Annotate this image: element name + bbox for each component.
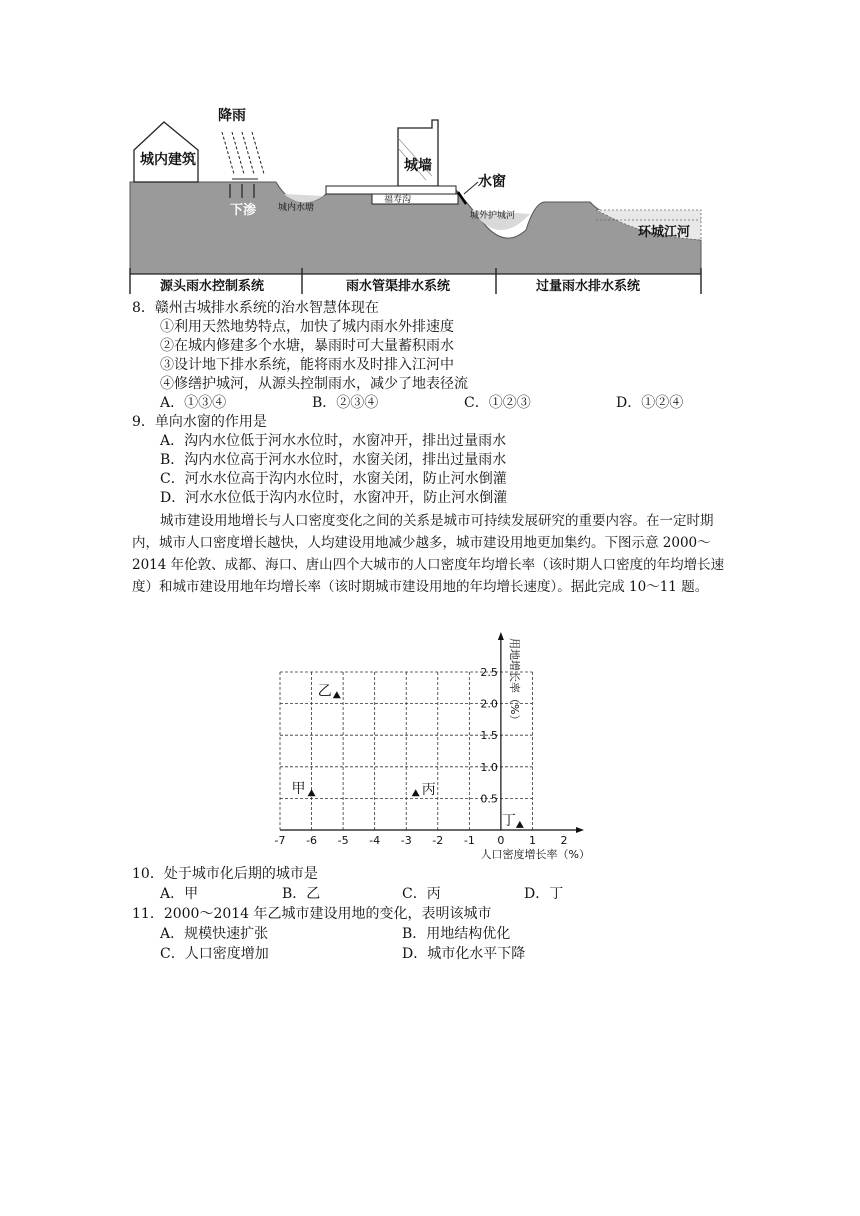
building-label: 城内建筑: [140, 152, 196, 168]
x-tick-label: -7: [274, 834, 286, 847]
x-tick-label: 1: [528, 834, 536, 847]
ditch-label: 福寿沟: [384, 195, 412, 205]
q8-item-2: ②在城内修建多个水塘，暴雨时可大量蓄积雨水: [160, 338, 454, 354]
y-tick-label: 2.5: [480, 666, 498, 679]
q11-stem: 11．2000～2014 年乙城市建设用地的变化，表明该城市: [132, 906, 492, 922]
river-label: 环城江河: [638, 225, 691, 240]
x-axis-label: 人口密度增长率（%）: [480, 848, 590, 861]
y-axis-label: 用地增长率（%）: [507, 638, 521, 726]
ditch-culvert: [326, 186, 456, 194]
x-tick-label: -5: [337, 834, 349, 847]
y-axis-arrow-icon: [498, 632, 504, 640]
data-point-marker: [333, 691, 341, 698]
x-tick-label: -2: [432, 834, 444, 847]
q8-option-d[interactable]: D．①②④: [616, 395, 684, 411]
drainage-diagram: [126, 98, 706, 298]
q10-option-a[interactable]: A．甲: [160, 886, 199, 902]
scatter-chart: [262, 630, 602, 866]
data-point-label: 乙: [317, 683, 332, 700]
x-tick-label: -1: [463, 834, 475, 847]
city-wall: [398, 120, 438, 186]
q9-stem: 9．单向水窗的作用是: [132, 414, 267, 430]
system-label-2: 雨水管渠排水系统: [346, 279, 451, 294]
q8-option-a[interactable]: A．①③④: [160, 395, 227, 411]
y-tick-label: 2.0: [480, 697, 498, 711]
x-tick-label: 2: [560, 834, 568, 847]
q8-item-3: ③设计地下排水系统，能将雨水及时排入江河中: [160, 357, 454, 373]
q9-option-b[interactable]: B．沟内水位高于河水水位时，水窗关闭，排出过量雨水: [160, 452, 507, 468]
y-tick-label: 1.5: [480, 729, 498, 743]
q11-option-c[interactable]: C．人口密度增加: [160, 946, 269, 962]
data-point-marker: [412, 789, 420, 796]
wall-label: 城墙: [404, 158, 432, 174]
moat-label: 城外护城河: [470, 211, 516, 221]
q10-stem: 10．处于城市化后期的城市是: [132, 866, 318, 882]
system-label-3: 过量雨水排水系统: [536, 279, 641, 294]
pond-label: 城内水塘: [278, 203, 315, 213]
rain-icon: [222, 132, 264, 174]
seep-label: 下渗: [230, 203, 257, 218]
q8-option-b[interactable]: B．②③④: [312, 395, 379, 411]
q10-option-c[interactable]: C．丙: [402, 886, 441, 902]
x-tick-label: -3: [400, 834, 412, 847]
rain-label: 降雨: [218, 108, 246, 124]
q11-option-a[interactable]: A．规模快速扩张: [160, 926, 269, 942]
q8-option-c[interactable]: C．①②③: [464, 395, 531, 411]
q8-item-1: ①利用天然地势特点，加快了城内雨水外排速度: [160, 319, 454, 335]
data-point-label: 甲: [291, 781, 306, 798]
q8-stem: 8．赣州古城排水系统的治水智慧体现在: [132, 300, 379, 316]
x-tick-label: -4: [369, 834, 381, 847]
q10-option-b[interactable]: B．乙: [282, 886, 321, 902]
q9-option-d[interactable]: D．河水水位低于沟内水位时，水窗冲开，防止河水倒灌: [160, 490, 508, 506]
q9-option-c[interactable]: C．河水水位高于沟内水位时，水窗关闭，防止河水倒灌: [160, 471, 507, 487]
data-point-label: 丙: [421, 782, 436, 799]
q9-option-a[interactable]: A．沟内水位低于河水水位时，水窗冲开，排出过量雨水: [160, 433, 507, 449]
x-tick-label: 0: [497, 834, 505, 847]
x-tick-label: -6: [306, 834, 318, 847]
q10-option-d[interactable]: D．丁: [524, 886, 564, 902]
x-axis-arrow-icon: [576, 827, 584, 833]
passage-text: 城市建设用地增长与人口密度变化之间的关系是城市可持续发展研究的重要内容。在一定时期内，城市人口密度增长越快，人均建设用地减少越多，城市建设用地更加集约。下图示意 2000～2014 年伦敦、成都、海口、唐山四个大城市的人口密度年均增长率（该时期人口密度的年均增长速度）和城市建设用地年均增长率（该时期城市建设用地的年均增长速度）。据此完成 10～11 题。: [132, 513, 725, 595]
q8-item-4: ④修缮护城河，从源头控制雨水，减少了地表径流: [160, 376, 468, 392]
window-label: 水窗: [478, 174, 506, 190]
q11-option-b[interactable]: B．用地结构优化: [402, 926, 511, 942]
system-label-1: 源头雨水控制系统: [160, 279, 265, 294]
data-point-label: 丁: [501, 812, 516, 829]
data-point-marker: [516, 821, 524, 828]
y-tick-label: 1.0: [480, 760, 498, 774]
y-tick-label: 0.5: [480, 792, 498, 806]
q11-option-d[interactable]: D．城市化水平下降: [402, 946, 526, 962]
data-point-marker: [308, 789, 316, 796]
